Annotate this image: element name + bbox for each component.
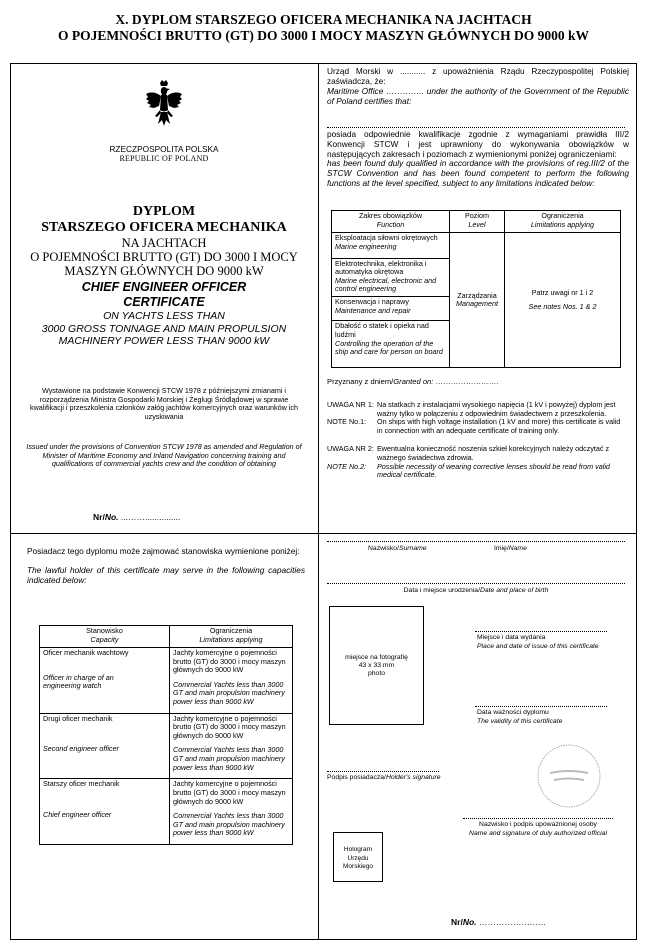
qualification-statement <box>327 130 629 189</box>
function-cell <box>332 233 450 258</box>
personal-certificate-number <box>451 917 545 927</box>
diploma-title-line-3: NA JACHTACH <box>121 236 207 250</box>
capacity-cell <box>40 779 170 845</box>
hologram-line-1: Hologram <box>343 846 373 853</box>
limitations-en: See notes Nos. 1 & 2 <box>528 301 597 311</box>
capacity-pl: Oficer mechanik wachtowy <box>43 648 129 657</box>
note-uwaga-1 <box>327 401 627 418</box>
function-en: Marine electrical, electronic and control engineering <box>335 275 437 294</box>
capacity-limit-en: Commercial Yachts less than 3000 GT and main propulsion machinery power less than 9000 kW <box>173 745 285 772</box>
note-uwaga-2-label: UWAGA NR 2: <box>327 444 374 454</box>
cover-nr-dots: ...……............... <box>118 512 181 522</box>
capacity-cell <box>40 648 170 714</box>
polish-eagle-emblem-icon <box>145 80 183 128</box>
capacity-header-pl: Stanowisko <box>86 626 123 635</box>
certificate-title-line-1: CHIEF ENGINEER OFFICER <box>81 280 247 294</box>
function-pl: Konserwacja i naprawy <box>335 297 409 307</box>
center-divider <box>318 63 319 940</box>
holder-signature-line <box>327 771 439 772</box>
issue-label-pl: Miejsce i data wydania <box>477 634 546 641</box>
personal-nr-dots: ……………….….. <box>476 917 546 927</box>
capacity-limit-cell <box>170 713 293 779</box>
surname-label-pl: Nazwisko/ <box>368 545 399 552</box>
capacity-limit-en: Commercial Yachts less than 3000 GT and main propulsion machinery power less than 9000 kW <box>173 811 285 838</box>
page-title-line-1: X. DYPLOM STARSZEGO OFICERA MECHANIKA NA JACHTACH <box>115 12 532 27</box>
holder-signature-label-pl: Podpis posiadacza/ <box>327 774 386 781</box>
note-1-en-label: NOTE No.1: <box>327 417 367 427</box>
holder-signature-label <box>327 774 441 781</box>
page-title-line-2: O POJEMNOŚCI BRUTTO (GT) DO 3000 I MOCY MASZYN GŁÓWNYCH DO 9000 kW <box>57 28 590 43</box>
capacity-limit-en: Commercial Yachts less than 3000 GT and main propulsion machinery power less than 9000 kW <box>173 679 285 706</box>
holder-statement <box>27 546 305 586</box>
note-uwaga-1-text: Na statkach z instalacjami wysokiego napięcia (1 kV i powyżej) dyplom jest ważny tylko w połączeniu z odpowiednim świadectwem z przeszkolenia. <box>377 400 616 418</box>
function-cell <box>332 297 450 321</box>
capacity-limit-pl: Jachty komercyjne o pojemności brutto (GT) do 3000 i mocy maszyn głównych do 9000 kW <box>173 779 286 806</box>
granted-label-en: Granted on: <box>393 377 434 386</box>
office-line-en: Maritime Office ………….. under the authority of the Government of the Republic of Poland certifies that: <box>327 86 629 106</box>
birth-line <box>327 583 625 584</box>
granted-dots: ……………………. <box>433 377 499 386</box>
certificate-title-line-3: ON YACHTS LESS THAN <box>103 310 225 322</box>
birth-label-en: Date and place of birth <box>479 587 549 594</box>
function-en: Maintenance and repair <box>335 305 411 315</box>
qualified-pl: posiada odpowiednie kwalifikacje zgodnie z wymaganiami prawidła III/2 Konwencji STCW i jest uprawniony do wykonywania obowiązków w następujących zakresach i poziomach z wymienionymi poniżej ograniczeniami: <box>327 129 629 159</box>
function-cell <box>332 258 450 296</box>
functions-header-limitations <box>505 211 621 233</box>
qualified-en: has been found duly qualified in accordance with the provisions of reg.III/2 of the STCW Convention and has been found competent to perform the following functions at the level specified, subject to any limitations indicated below: <box>327 158 629 188</box>
functions-header-level-en: Level <box>468 219 486 229</box>
country-name-en: REPUBLIC OF POLAND <box>119 154 209 163</box>
photo-placeholder <box>329 606 424 725</box>
issued-statement-pl: Wystawione na podstawie Konwencji STCW 1978 z późniejszymi zmianami i rozporządzenia Ministra Gospodarki Morskiej i Żeglugi Śródlądowej w sprawie kwalifikacji i przeszkolenia członków załóg jachtów komercyjnych oraz warunków ich uzyskiwania <box>29 386 299 421</box>
name-label <box>494 545 527 552</box>
table-row <box>40 713 293 779</box>
hologram-line-3: Morskiego <box>343 863 373 870</box>
function-en: Marine engineering <box>335 241 397 251</box>
certificate-title-line-2: CERTIFICATE <box>123 295 205 309</box>
surname-label <box>368 545 427 552</box>
function-pl: Dbałość o statek i opieka nad ludźmi <box>335 321 429 339</box>
note-2-en-label: NOTE No.2: <box>327 461 367 471</box>
granted-date <box>327 377 498 386</box>
holder-statement-pl: Posiadacz tego dyplomu może zajmować stanowiska wymienione poniżej: <box>27 546 300 556</box>
personal-nr-label: Nr/ <box>451 917 463 927</box>
functions-header-limitations-pl: Ograniczenia <box>541 211 584 220</box>
issue-label-en: Place and date of issue of this certificate <box>477 642 599 650</box>
functions-table-header <box>332 211 621 233</box>
validity-label-pl: Data ważności dyplomu <box>477 709 549 716</box>
cover-certificate-number <box>93 512 180 522</box>
capacity-header <box>40 626 170 648</box>
validity-label <box>477 709 562 726</box>
diploma-title-line-5: MASZYN GŁÓWNYCH DO 9000 kW <box>64 264 264 278</box>
issued-statement-en: Issued under the provisions of Convention STCW 1978 as amended and Regulation of Minister of Maritime Economy and Inland Navigation concerning training and qualifications of commercial yachts crew and the condition of obtaining <box>26 442 302 469</box>
note-2-en-text: Possible necessity of wearing corrective lenses should be read from valid medical certificate. <box>377 461 610 480</box>
capacity-limitations-header-pl: Ograniczenia <box>209 626 253 635</box>
holder-name-line <box>327 127 625 128</box>
name-label-en: Name <box>508 545 527 552</box>
country-name-pl: RZECZPOSPOLITA POLSKA <box>109 144 219 154</box>
official-signature-label-pl: Nazwisko i podpis upoważnionej osoby <box>479 821 597 828</box>
capacity-table <box>39 625 293 845</box>
validity-label-en: The validity of this certificate <box>477 717 563 725</box>
page-title <box>0 12 647 44</box>
capacity-limitations-header-en: Limitations applying <box>199 634 263 644</box>
capacity-cell <box>40 713 170 779</box>
photo-line-2: 43 x 33 mm <box>358 662 395 669</box>
level-cell <box>450 233 505 368</box>
name-label-pl: Imię/ <box>494 545 509 552</box>
diploma-title-line-1: DYPLOM <box>132 204 196 219</box>
functions-header-function-pl: Zakres obowiązków <box>358 211 423 220</box>
note-2-en <box>327 463 627 480</box>
middle-divider <box>10 533 637 534</box>
cover-nr-label: Nr/ <box>93 512 105 522</box>
granted-label-pl: Przyznany z dniem/ <box>327 377 394 386</box>
office-line-pl: Urząd Morski w ........... z upoważnienia Rządu Rzeczypospolitej Polskiej zaświadcza, że: <box>327 66 629 86</box>
photo-line-1: miejsce na fotografię <box>345 654 408 661</box>
capacity-header-en: Capacity <box>90 634 119 644</box>
certificate-title-line-5: MACHINERY POWER LESS THAN 9000 kW <box>58 335 270 347</box>
official-signature-label-en: Name and signature of duly authorized official <box>469 829 607 837</box>
capacity-limitations-header <box>170 626 293 648</box>
limitations-cell <box>505 233 621 368</box>
holder-statement-en: The lawful holder of this certificate may serve in the following capacities indicated below: <box>27 564 305 585</box>
cover-panel <box>10 64 318 533</box>
capacity-limit-pl: Jachty komercyjne o pojemności brutto (GT) do 3000 i mocy maszyn głównych do 9000 kW <box>173 648 286 675</box>
issue-line <box>475 631 607 632</box>
functions-header-function <box>332 211 450 233</box>
functions-header-level-pl: Poziom <box>465 211 489 220</box>
function-cell <box>332 321 450 368</box>
certificate-title-en <box>10 280 318 348</box>
capacity-en: Second engineer officer <box>43 744 119 754</box>
capacity-en: Chief engineer officer <box>43 809 112 819</box>
limitations-pl: Patrz uwagi nr 1 i 2 <box>531 288 594 298</box>
hologram-box <box>333 832 383 882</box>
capacity-pl: Starszy oficer mechanik <box>43 779 120 789</box>
capacity-table-header <box>40 626 293 648</box>
diploma-title-pl <box>10 204 318 278</box>
certificate-title-line-4: 3000 GROSS TONNAGE AND MAIN PROPULSION <box>41 322 287 335</box>
note-uwaga-1-label: UWAGA NR 1: <box>327 400 374 409</box>
note-uwaga-2-text: Ewentualna konieczność noszenia szkieł korekcyjnych należy odczytać z ważnego świadectwa zdrowia. <box>377 444 610 462</box>
country-name <box>10 144 318 164</box>
office-statement <box>327 66 629 106</box>
official-signature-line <box>463 818 613 819</box>
function-en: Controlling the operation of the ship and care for person on board <box>335 338 443 357</box>
function-pl: Elektrotechnika, elektronika i automatyka okrętowa <box>335 258 427 277</box>
table-row <box>332 233 621 258</box>
capacity-limit-pl: Jachty komercyjne o pojemności brutto (GT) do 3000 i mocy maszyn głównych do 9000 kW <box>173 713 286 740</box>
issue-label <box>477 634 599 651</box>
capacity-limit-cell <box>170 648 293 714</box>
capacity-limit-cell <box>170 779 293 845</box>
diploma-title-line-2: STARSZEGO OFICERA MECHANIKA <box>41 220 287 235</box>
table-row <box>40 779 293 845</box>
personal-no-label: No. <box>462 917 477 927</box>
capacity-en: Officer in charge of an engineering watch <box>43 672 114 691</box>
surname-name-line <box>327 541 625 542</box>
functions-header-limitations-en: Limitations applying <box>530 219 595 229</box>
table-row <box>40 648 293 714</box>
cover-no-label: No. <box>104 512 119 522</box>
functions-header-function-en: Function <box>376 219 405 229</box>
functions-table <box>331 210 621 368</box>
level-pl: Zarządzania <box>457 290 497 300</box>
note-uwaga-2 <box>327 445 627 462</box>
functions-header-level <box>450 211 505 233</box>
photo-line-3: photo <box>367 670 385 677</box>
note-1-en-text: On ships with high voltage installation (1 kV and more) this certificate is valid in connection with an adequate certificate of training only. <box>377 417 621 435</box>
level-en: Management <box>456 299 498 309</box>
holder-signature-label-en: Holder's signature <box>385 774 441 781</box>
diploma-title-line-4: O POJEMNOŚCI BRUTTO (GT) DO 3000 I MOCY <box>30 250 298 264</box>
hologram-line-2: Urzędu <box>347 854 369 862</box>
office-stamp-seal-icon <box>536 743 602 809</box>
official-signature-label <box>463 821 613 838</box>
birth-label <box>327 587 625 594</box>
capacity-pl: Drugi oficer mechanik <box>43 713 113 723</box>
note-1-en <box>327 418 627 435</box>
birth-label-pl: Data i miejsce urodzenia/ <box>403 587 480 594</box>
notes-section <box>327 401 627 480</box>
surname-label-en: Surname <box>398 545 427 552</box>
validity-line <box>475 706 607 707</box>
function-pl: Eksploatacja siłowni okrętowych <box>335 233 438 243</box>
